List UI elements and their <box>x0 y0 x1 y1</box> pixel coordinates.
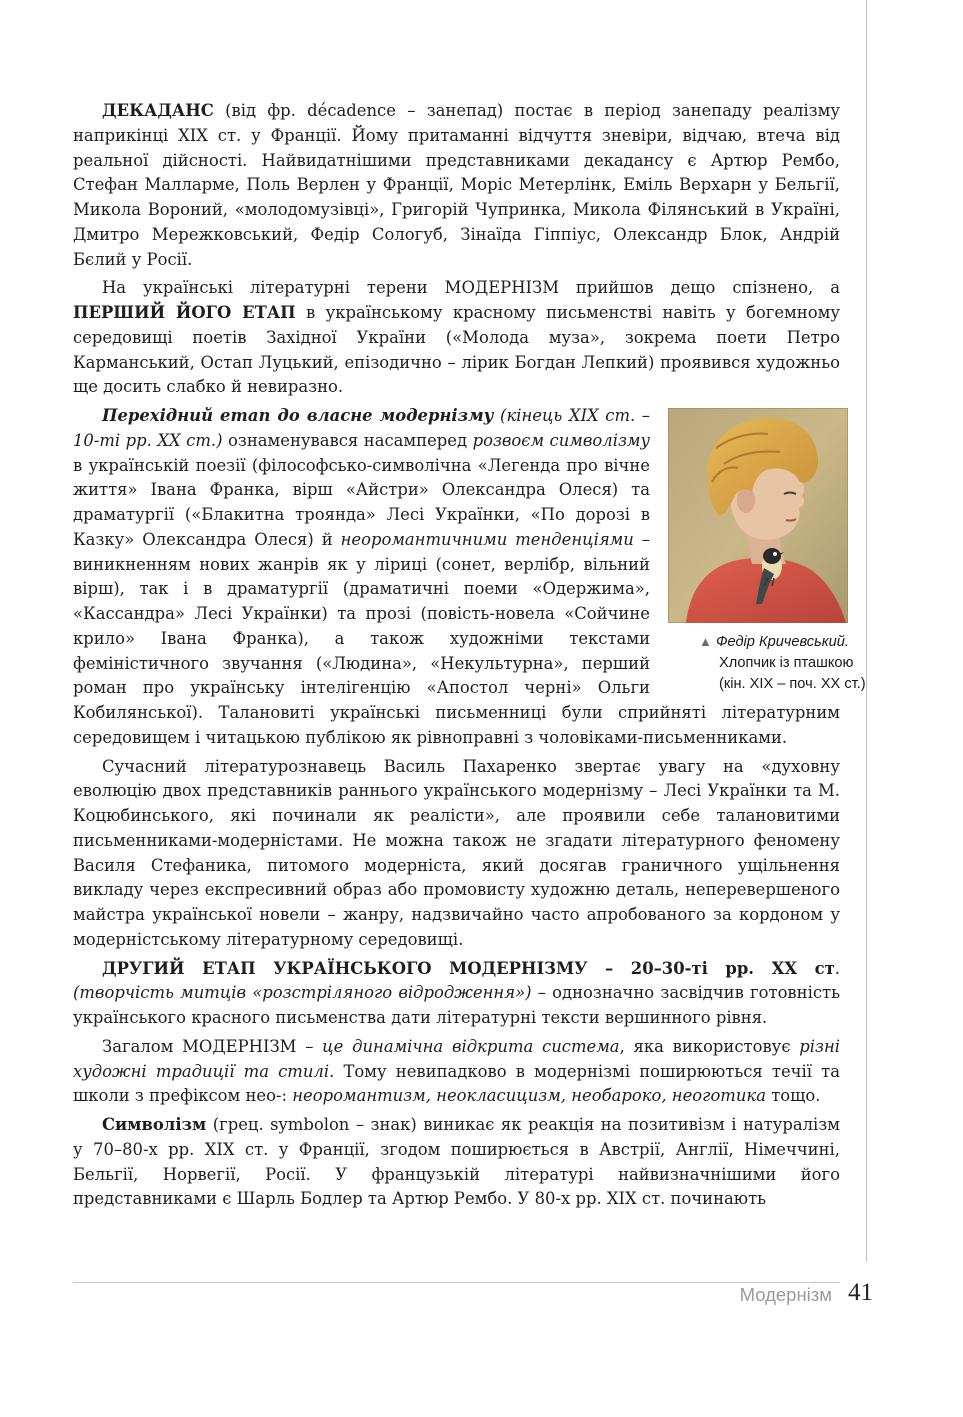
text-span: тощо. <box>765 1086 821 1106</box>
paragraph-transition-stage <box>73 404 866 751</box>
text-span: це динамічна відкрита система <box>322 1036 620 1056</box>
text-span: – однозначно засвідчив готовність українського красного письменства дати літературні тексти вершинного рівня. <box>73 983 840 1027</box>
text-span: в українській поезії (філософсько-символічна «Легенда про вічне життя» Івана Франка, вірш «Айстри» Олександра Олеся) та драматургії («Блакитна троянда» Лесі Українки, «По дорозі в Казку» Олександра Олеся) й <box>73 455 650 549</box>
text-span: Тому невипадково в модернізмі поширюються течії та школи з префіксом нео-: <box>73 1061 840 1106</box>
text-span: ДЕКАДАНС <box>102 101 214 120</box>
text-span: неоромантизм, неокласицизм, необароко, неоготика <box>292 1086 766 1106</box>
caption-author: Федір Кричевський. <box>715 634 849 650</box>
text-span: Символізм <box>102 1115 207 1134</box>
text-span: ПЕРШИЙ ЙОГО ЕТАП <box>73 303 296 322</box>
text-span: . <box>834 958 840 978</box>
text-span: розвоєм символізму <box>472 430 650 450</box>
text-span: різні художні традиції та стилі. <box>73 1036 840 1081</box>
text-span: (від фр. décadence – занепад) постає в період занепаду реалізму наприкінці XIX ст. у Франції. Йому притаманні відчуття зневіри, відчаю, втеча від реальної дійсності. Найвидатнішими представниками декадансу є Артюр Рембо, Стефан Малларме, Поль Верлен у Франції, Моріс Метерлінк, Еміль Верхарн у Бельгії, Микола Вороний, «молодомузівці», Григорій Чупринка, Микола Філянський в Україні, Дмитро Мережковський, Федір Сологуб, Зінаїда Гіппіус, Олександр Блок, Андрій Бєлий у Росії. <box>73 101 840 269</box>
painting-boy-with-bird <box>668 408 848 623</box>
footer-rule <box>73 1282 840 1283</box>
text-span: ознаменувався насамперед <box>222 430 473 450</box>
text-span: ДРУГИЙ ЕТАП УКРАЇНСЬКОГО МОДЕРНІЗМУ – 20–30-ті рр. XX ст <box>102 958 835 978</box>
figure-caption <box>668 631 866 695</box>
text-span: неоромантичними тенденціями <box>340 529 634 549</box>
illustration <box>668 408 866 695</box>
caption-title: Хлопчик із пташкою <box>719 655 854 671</box>
margin-rule <box>866 0 867 1262</box>
paragraph-modernism-system <box>73 1035 840 1109</box>
paragraph-modernism-first-stage <box>73 276 840 400</box>
text-span: Перехідний етап до власне модернізму <box>102 406 494 425</box>
text-span: (грец. symbolon – знак) виникає як реакція на позитивізм і натуралізм у 70–80-х рр. XIX ст. у Франції, згодом поширюється в Австрії, Англії, Німеччині, Бельгії, Норвегії, Росії. У французькій літературі найвизначнішими його представниками є Шарль Бодлер та Артюр Рембо. У 80-х рр. XIX ст. починають <box>73 1115 840 1209</box>
text-span: (творчість митців «розстріляного відродження») <box>73 983 532 1003</box>
text-span: , яка використовує <box>619 1036 800 1056</box>
paragraph-pakharenko <box>73 755 840 953</box>
body-text <box>73 99 866 1216</box>
page-number: 41 <box>848 1279 873 1306</box>
paragraph-symbolism <box>73 1113 840 1212</box>
running-footer: Модернізм <box>739 1284 832 1305</box>
text-span: в українському красному письменстві навіть у богемному середовищі поетів Західної України («Молода муза», зокрема поети Петро Карманський, Остап Луцький, епізодично – лірик Богдан Лепкий) проявився художньо ще досить слабко й невиразно. <box>73 303 840 397</box>
text-span: На українські літературні терени МОДЕРНІЗМ прийшов дещо спізнено, а <box>102 278 840 298</box>
text-span: – виникненням нових жанрів як у ліриці (сонет, верлібр, вільний вірш), так і в драматургії (драматичні поеми «Одержима», «Кассандра» Лесі Українки) та прозі (повість-новела «Сойчине крило» Івана Франка), а також художніми текстами феміністичного звучання («Людина», «Некультурна», перший роман про українську інтелігенцію «Апостол черні» Ольги Кобилянської). Талановиті українські письменниці були сприйняті літературним середовищем і читацькою публікою як рівноправні з чоловіками-письменниками. <box>73 529 840 747</box>
text-span: Сучасний літературознавець Василь Пахаренко звертає увагу на «духовну еволюцію двох представників раннього українського модернізму – Лесі Українки та М. Коцюбинського, які починали як реалісти», але проявили себе талановитими письменниками-модерністами. Не можна також не згадати літературного феномену Василя Стефаника, питомого модерніста, який досягав граничного ущільнення викладу через експресивний образ або промовисту художню деталь, неперевершеного майстра української новели – жанру, надзвичайно часто апробованого за кордоном у модерністському літературному середовищі. <box>73 756 840 949</box>
paragraph-second-stage <box>73 957 840 1031</box>
triangle-icon: ▲ <box>699 634 712 649</box>
text-span: (кінець XIX ст. – 10-ті рр. XX ст.) <box>73 406 650 450</box>
paragraph-decadence <box>73 99 840 272</box>
caption-date: (кін. XIX – поч. XX ст.) <box>719 676 866 692</box>
text-span: Загалом МОДЕРНІЗМ – <box>102 1036 323 1056</box>
